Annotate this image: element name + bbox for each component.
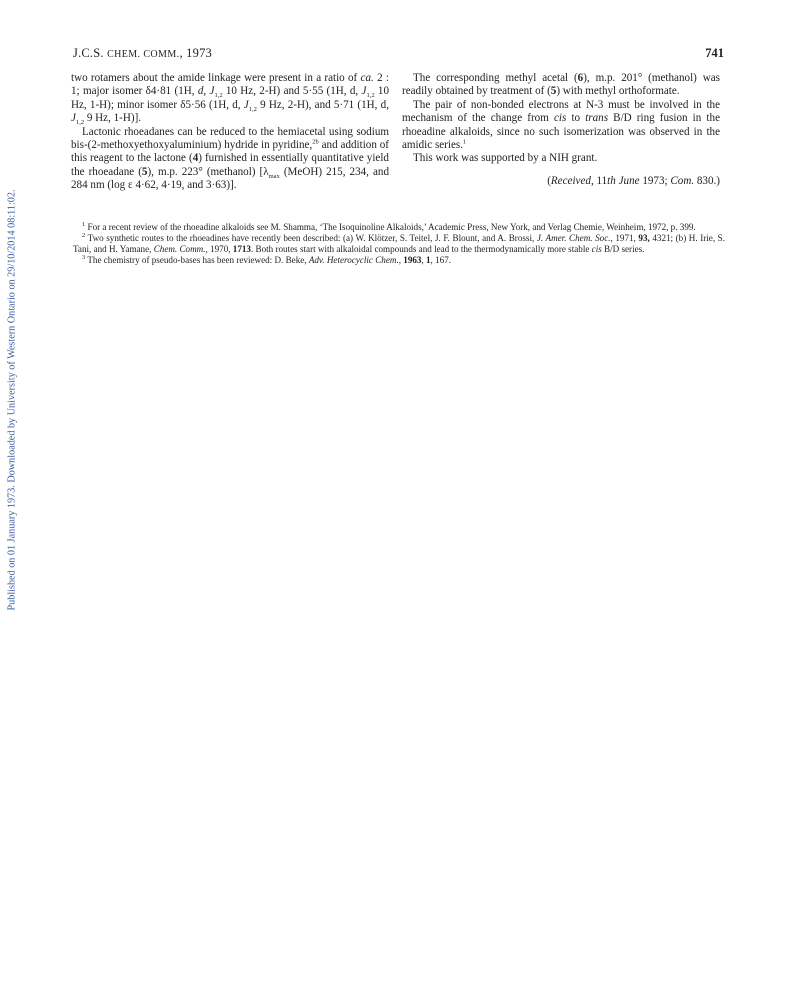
paragraph-acknowledgement: This work was supported by a NIH grant. — [413, 152, 598, 165]
page-number: 741 — [705, 46, 724, 60]
received-date: (Received, 11th June 1973; Com. 830.) — [547, 174, 720, 187]
footnotes — [73, 222, 725, 266]
paragraph-nmr-data: two rotamers about the amide linkage were present in a ratio of ca. 2 : 1; major isomer δ4·81 (1H, d, $J_{1,2}$ 10 Hz, 2-H) and 5·55 (1H, d, $J_{1,2}$ 10 Hz, 1-H); minor isomer δ5·56 (1H, d, $J_{1,2}$ 9 Hz, 2-H), and 5·71 (1H, d, $J_{1,2}$ 9 Hz, 1-H)]. — [71, 72, 390, 127]
download-watermark — [4, 176, 20, 624]
journal-prefix: J.C.S. — [73, 46, 108, 60]
running-header — [73, 46, 212, 61]
right-column — [402, 72, 720, 188]
footnote-1: $^1$ For a recent review of the rhoeadine alkaloids see M. Shamma, ‘The Isoquinoline Alkaloids,’ Academic Press, New York, and Verlag Chemie, Weinheim, 1972, p. 399. — [82, 220, 696, 232]
journal-year: , 1973 — [179, 46, 212, 60]
left-column — [71, 72, 389, 193]
reference-link[interactable]: 1 — [463, 138, 467, 146]
reference-link[interactable]: 2b — [312, 138, 319, 146]
download-watermark-text[interactable]: Published on 01 January 1973. Downloaded by University of Western Ontario on 29/10/2014 08:11:02. — [6, 189, 18, 611]
paragraph-mechanism: The pair of non-bonded electrons at N-3 must be involved in the mechanism of the change from cis to trans B/D ring fusion in the rhoeadine alkaloids, since no such isomerization was observed in the amidic series.$^1$ — [402, 98, 720, 152]
paragraph-reduction: Lactonic rhoeadanes can be reduced to the hemiacetal using sodium bis-(2-methoxyethoxyaluminium) hydride in pyridine,$^{2b}$ and addition of this reagent to the lactone (4) furnished in essentially quantitative yield the rhoeadane (5), m.p. 223° (methanol) [$\lambda_{max}$ (MeOH) 215, 234, and 284 nm (log ε 4·62, 4·19, and 3·63)]. — [71, 125, 390, 192]
paragraph-methyl-acetal: The corresponding methyl acetal (6), m.p. 201° (methanol) was readily obtained by treatment of (5) with methyl orthoformate. — [402, 72, 720, 98]
footnote-3: $^3$ The chemistry of pseudo-bases has been reviewed: D. Beke, Adv. Heterocyclic Chem., 1963, 1, 167. — [82, 253, 452, 265]
footnote-2: $^2$ Two synthetic routes to the rhoeadines have recently been described: (a) W. Klötzer, S. Teitel, J. F. Blount, and A. Brossi, J. Amer. Chem. Soc., 1971, 93, 4321; (b) H. Irie, S. Tani, and H. Yamane, Chem. Comm., 1970, 1713. Both routes start with alkaloidal compounds and lead to the thermodynamically more stable cis B/D series. — [73, 231, 726, 254]
journal-name: CHEM. COMM. — [107, 49, 180, 60]
